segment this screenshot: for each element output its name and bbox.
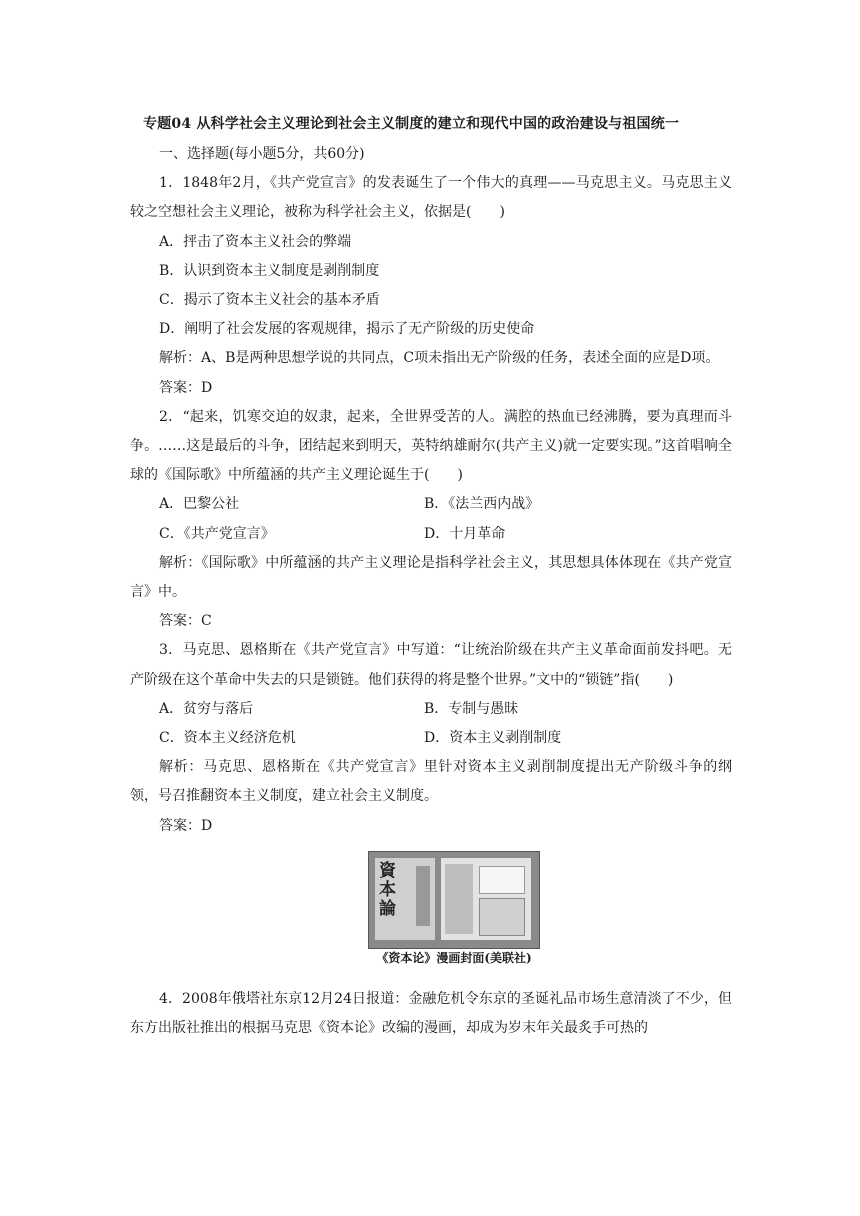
capital-comic-cover-image (368, 851, 540, 949)
cover-band (445, 864, 473, 934)
question-1-analysis: 解析：A、B是两种思想学说的共同点，C项未指出无产阶级的任务，表述全面的应是D项。 (159, 350, 720, 367)
cover-panel-top (479, 866, 525, 894)
question-1-option-d: D．阐明了社会发展的客观规律，揭示了无产阶级的历史使命 (159, 321, 535, 338)
question-3-stem: 3．马克思、恩格斯在《共产党宣言》中写道：“让统治阶级在共产主义革命面前发抖吧。无产阶级在这个革命中失去的只是锁链。他们获得的将是整个世界。”文中的“锁链”指( ) (130, 642, 732, 688)
question-1-answer: 答案：D (159, 379, 213, 396)
document-body (130, 140, 732, 1043)
question-2-options-row-1 (130, 490, 732, 519)
cover-left-book (375, 858, 435, 940)
question-2-option-d: D．十月革命 (424, 525, 506, 542)
question-3-options-row-1 (130, 695, 732, 724)
question-1-stem: 1．1848年2月，《共产党宣言》的发表诞生了一个伟大的真理——马克思主义。马克思主义较之空想社会主义理论，被称为科学社会主义，依据是( ) (130, 175, 732, 221)
document-title: 专题04 从科学社会主义理论到社会主义制度的建立和现代中国的政治建设与祖国统一 (143, 116, 680, 132)
question-2-answer: 答案：C (159, 613, 212, 630)
cover-right-book (441, 858, 531, 940)
question-1-option-a: A．抨击了资本主义社会的弊端 (159, 233, 352, 250)
question-4-stem: 4．2008年俄塔社东京12月24日报道：金融危机令东京的圣诞礼品市场生意清淡了不少，但东方出版社推出的根据马克思《资本论》改编的漫画，却成为岁末年关最炙手可热的 (130, 990, 732, 1037)
cover-panel-bottom (479, 898, 525, 936)
question-3-option-a: A．贫穷与落后 (159, 700, 254, 717)
question-3-analysis: 解析：马克思、恩格斯在《共产党宣言》里针对资本主义剥削制度提出无产阶级斗争的纲领，号召推翻资本主义制度，建立社会主义制度。 (130, 759, 732, 805)
question-2-stem: 2．“起来，饥寒交迫的奴隶，起来，全世界受苦的人。满腔的热血已经沸腾，要为真理而斗争。……这是最后的斗争，团结起来到明天，英特纳雄耐尔(共产主义)就一定要实现。”这首唱响全球的《国际歌》中所蕴涵的共产主义理论诞生于( ) (130, 408, 732, 484)
question-2-option-a: A．巴黎公社 (159, 496, 240, 513)
capital-comic-figure (130, 851, 732, 969)
question-3-options-row-2 (130, 724, 732, 753)
figure-caption: 《资本论》漫画封面(美联社) (376, 950, 532, 965)
question-2-option-c: C．《共产党宣言》 (159, 525, 275, 542)
question-3-option-d: D．资本主义剥削制度 (424, 730, 562, 747)
question-3-answer: 答案：D (159, 817, 213, 834)
question-1-option-b: B．认识到资本主义制度是剥削制度 (159, 262, 380, 279)
cover-strip (416, 866, 430, 926)
question-1-option-c: C．揭示了资本主义社会的基本矛盾 (159, 292, 380, 309)
cover-title-text: 資本論 (379, 860, 396, 919)
question-3-option-c: C．资本主义经济危机 (159, 730, 296, 747)
section-heading: 一、选择题(每小题5分，共60分) (159, 146, 365, 162)
question-2-analysis: 解析：《国际歌》中所蕴涵的共产主义理论是指科学社会主义，其思想具体体现在《共产党宣言》中。 (130, 554, 732, 601)
question-2-options-row-2 (130, 520, 732, 549)
question-3-option-b: B．专制与愚昧 (424, 700, 519, 717)
question-2-option-b: B．《法兰西内战》 (424, 496, 540, 513)
